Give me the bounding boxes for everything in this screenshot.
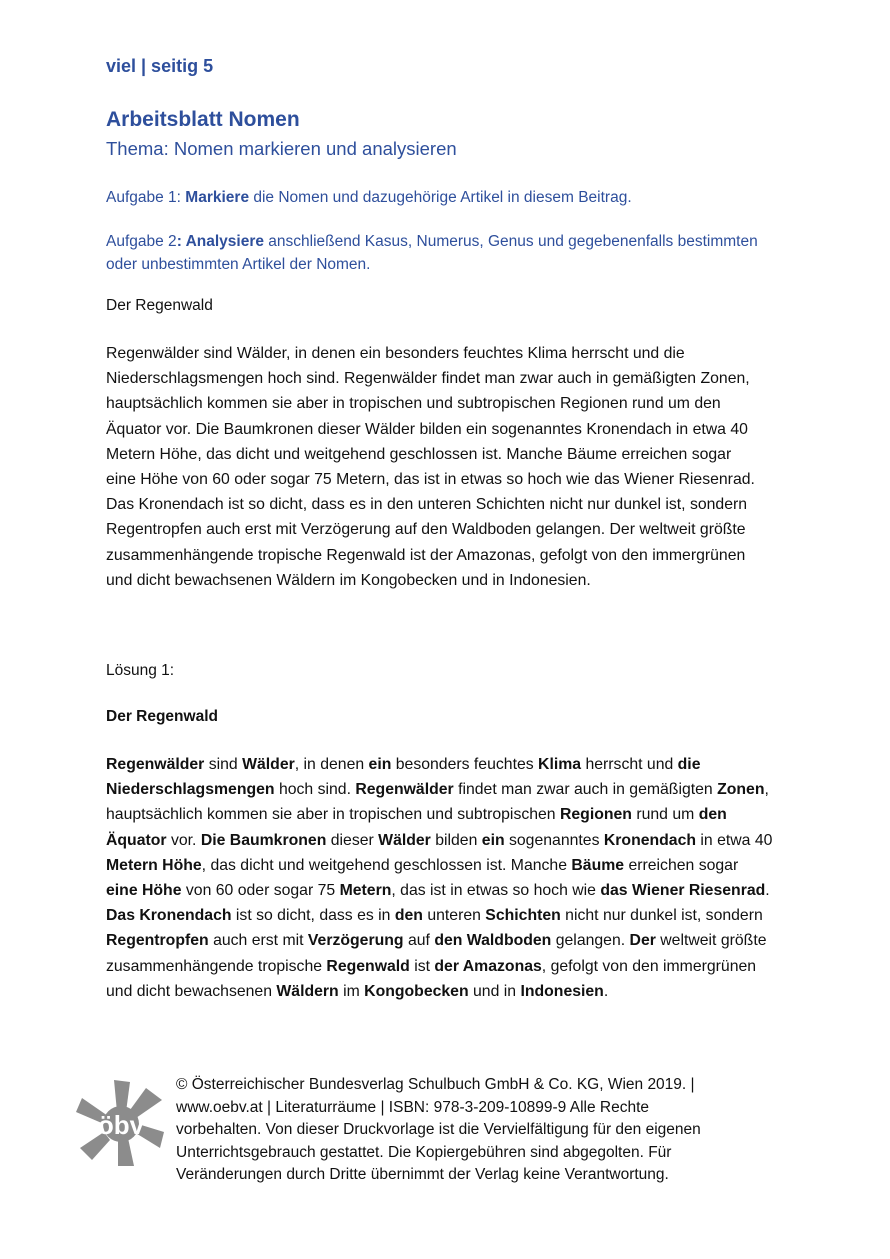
marked-noun: der Amazonas [434, 957, 542, 975]
solution-text: . [765, 882, 770, 900]
marked-noun: Regentropfen [106, 932, 209, 950]
footer-line: © Österreichischer Bundesverlag Schulbuch GmbH & Co. KG, Wien 2019. | [176, 1076, 695, 1093]
marked-noun: die [677, 756, 701, 773]
marked-noun: Schichten [485, 907, 561, 925]
solution-text: sogenanntes [504, 831, 604, 849]
task-2-prefix: Aufgabe 2 [106, 233, 177, 250]
text-heading: Der Regenwald [106, 297, 213, 314]
footer-line: Veränderungen durch Dritte übernimmt der Verlag keine Verantwortung. [176, 1166, 669, 1184]
marked-noun: Bäume [571, 856, 625, 874]
solution-line [106, 828, 796, 853]
task-2 [106, 230, 796, 276]
text-line: Regentropfen auch erst mit Verzögerung auf den Waldboden gelangen. Der weltweit größte [106, 521, 746, 539]
marked-noun: Klima [538, 756, 582, 773]
solution-text: hauptsächlich kommen sie aber in tropischen und subtropischen [106, 806, 560, 824]
copyright-footer [176, 1074, 776, 1187]
solution-line [106, 802, 796, 827]
footer-line: Unterrichtsgebrauch gestattet. Die Kopiergebühren sind abgegolten. Für [176, 1143, 672, 1161]
solution-text: sind [204, 756, 243, 773]
task-2-colon: : [176, 233, 182, 250]
marked-noun: Indonesien [520, 982, 604, 1000]
marked-noun: Kongobecken [364, 982, 469, 1000]
solution-text: von 60 oder sogar 75 [181, 882, 340, 900]
solution-text: unteren [422, 907, 486, 925]
oebv-logo-text: öbv [97, 1110, 145, 1140]
solution-text: hoch sind. [274, 781, 356, 799]
marked-noun: den [394, 907, 423, 925]
solution-text: erreichen sogar [624, 856, 739, 874]
solution-line [106, 979, 796, 1004]
solution-text: bilden [430, 831, 482, 849]
footer-line: www.oebv.at | Literaturräume | ISBN: 978-3-209-10899-9 Alle Rechte [176, 1098, 650, 1116]
solution-text: vor. [166, 831, 201, 849]
solution-text: gelangen. [551, 932, 630, 950]
solution-text: nicht nur dunkel ist, sondern [560, 907, 763, 925]
marked-noun: Regionen [559, 806, 632, 824]
solution-text: , das ist in etwas so hoch wie [391, 882, 601, 900]
marked-noun: Verzögerung [307, 932, 404, 950]
solution-line [106, 954, 796, 979]
solution-line [106, 878, 796, 903]
marked-noun: das Wiener Riesenrad [600, 882, 766, 900]
text-line: Regenwälder sind Wälder, in denen ein besonders feuchtes Klima herrscht und die [106, 345, 685, 362]
page-subtitle: Thema: Nomen markieren und analysieren [106, 138, 457, 159]
solution-text: im [338, 982, 365, 1000]
oebv-logo [74, 1076, 168, 1170]
solution-heading: Der Regenwald [106, 708, 218, 725]
marked-noun: Niederschlagsmengen [106, 781, 275, 799]
solution-line [106, 928, 796, 953]
marked-noun: den Waldboden [434, 932, 552, 950]
marked-noun: Das Kronendach [106, 907, 232, 925]
task-2-rest-1: anschließend Kasus, Numerus, Genus und gegebenenfalls bestimmten [264, 233, 758, 250]
solution-line [106, 777, 796, 802]
solution-text: rund um [631, 806, 699, 824]
marked-noun: Regenwälder [106, 756, 205, 773]
solution-text: ist [409, 957, 435, 975]
marked-noun: den [698, 806, 727, 824]
solution-text: , gefolgt von den immergrünen [541, 957, 757, 975]
solution-text: dieser [326, 831, 379, 849]
series-header: viel | seitig 5 [106, 56, 214, 76]
marked-noun: Die Baumkronen [200, 831, 327, 849]
marked-noun: Wälder [378, 831, 431, 849]
marked-noun: Wäldern [276, 982, 339, 1000]
text-line: zusammenhängende tropische Regenwald ist der Amazonas, gefolgt von den immergrünen [106, 546, 746, 564]
solution-text: auf [403, 932, 435, 950]
marked-noun: eine Höhe [106, 882, 182, 900]
text-line: Niederschlagsmengen hoch sind. Regenwälder findet man zwar auch in gemäßigten Zonen, [106, 370, 750, 388]
text-paragraph [106, 341, 796, 593]
solution-text: besonders feuchtes [391, 756, 539, 773]
text-line: Äquator vor. Die Baumkronen dieser Wälder bilden ein sogenanntes Kronendach in etwa 40 [106, 420, 748, 438]
text-line: eine Höhe von 60 oder sogar 75 Metern, das ist in etwas so hoch wie das Wiener Riesenrad. [106, 471, 755, 489]
solution-text: in etwa 40 [696, 831, 773, 849]
solution-text: findet man zwar auch in gemäßigten [453, 781, 718, 799]
marked-noun: Metern [339, 882, 392, 900]
solution-text: . [603, 982, 609, 1000]
marked-noun: Der [629, 932, 656, 950]
solution-text: ist so dicht, dass es in [231, 907, 395, 925]
text-line: Metern Höhe, das dicht und weitgehend geschlossen ist. Manche Bäume erreichen sogar [106, 445, 732, 463]
task-1 [106, 186, 796, 209]
solution-line [106, 853, 796, 878]
solution-text: und dicht bewachsenen [106, 982, 277, 1000]
marked-noun: ein [481, 831, 505, 849]
marked-noun: Regenwälder [355, 781, 454, 799]
task-1-rest: die Nomen und dazugehörige Artikel in diesem Beitrag. [249, 189, 632, 206]
solution-paragraph [106, 752, 796, 1004]
solution-line [106, 752, 796, 777]
solution-text: und in [468, 982, 521, 1000]
marked-noun: Äquator [106, 831, 167, 849]
task-1-prefix: Aufgabe 1: [106, 189, 186, 206]
solution-label: Lösung 1: [106, 662, 175, 679]
solution-text: , in denen [294, 756, 369, 773]
solution-text: , das dicht und weitgehend geschlossen ist. Manche [201, 856, 572, 874]
marked-noun: Wälder [242, 756, 295, 773]
task-2-verb: Analysiere [181, 233, 264, 250]
footer-line: vorbehalten. Von dieser Druckvorlage ist die Vervielfältigung für den eigenen [176, 1121, 701, 1139]
marked-noun: Zonen [717, 781, 765, 799]
page-title: Arbeitsblatt Nomen [106, 108, 300, 131]
text-line: Das Kronendach ist so dicht, dass es in den unteren Schichten nicht nur dunkel ist, sondern [106, 496, 748, 514]
marked-noun: Regenwald [326, 957, 410, 975]
solution-text: weltweit größte [655, 932, 767, 950]
task-2-rest-2: oder unbestimmten Artikel der Nomen. [106, 256, 371, 273]
marked-noun: ein [368, 756, 392, 773]
text-line: und dicht bewachsenen Wäldern im Kongobecken und in Indonesien. [106, 571, 591, 589]
solution-text: herrscht und [581, 756, 678, 773]
solution-text: , [764, 781, 769, 799]
solution-line [106, 903, 796, 928]
text-line: hauptsächlich kommen sie aber in tropischen und subtropischen Regionen rund um den [106, 395, 721, 413]
solution-text: zusammenhängende tropische [106, 957, 327, 975]
marked-noun: Kronendach [603, 831, 697, 849]
marked-noun: Metern Höhe [106, 856, 202, 874]
solution-text: auch erst mit [208, 932, 308, 950]
task-1-verb: Markiere [185, 189, 250, 206]
